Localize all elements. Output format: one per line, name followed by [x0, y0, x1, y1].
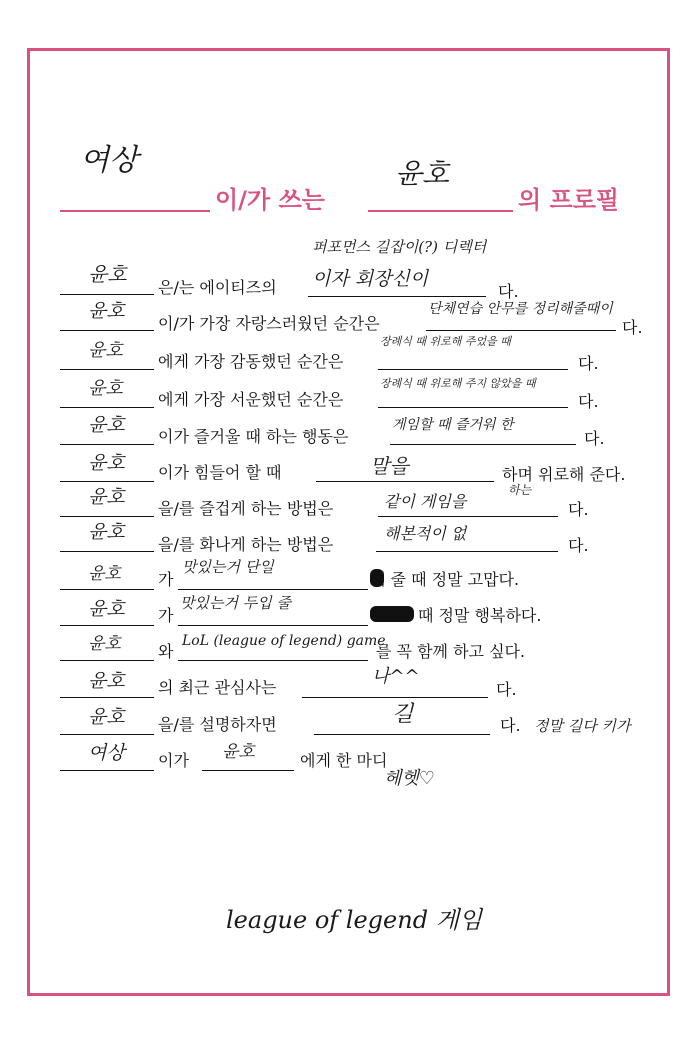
row-text: 가	[158, 570, 174, 589]
row-text: 에게 가장 감동했던 순간은	[158, 352, 344, 371]
subject-blank	[368, 210, 513, 212]
row-end-text: 다.	[568, 536, 589, 555]
row-text: 을/를 화나게 하는 방법은	[158, 535, 334, 554]
row-subject-blank	[60, 770, 154, 771]
row-answer-blank	[308, 296, 486, 297]
row-answer-handwritten: 맛있는거 두입 줄	[180, 594, 291, 612]
side-note-handwritten: 정말 길다 키가	[534, 717, 631, 735]
ink-blot	[370, 606, 414, 622]
row-subject-handwritten: 윤호	[88, 521, 125, 543]
row-answer-blank	[378, 407, 568, 408]
row-text: 을/를 즐겁게 하는 방법은	[158, 499, 334, 518]
row-answer-blank	[378, 516, 558, 517]
subject-name-handwritten: 윤호	[395, 157, 450, 190]
row-text: 은/는 에이티즈의	[158, 278, 277, 297]
row-answer-handwritten: 나^^	[372, 666, 420, 687]
row-answer-blank	[378, 369, 568, 370]
row-subject-blank	[60, 369, 154, 370]
writer-blank	[60, 210, 210, 212]
row-answer-handwritten: 맛있는거 단일	[182, 558, 274, 576]
row-answer-handwritten: 윤호	[222, 742, 255, 762]
row-subject-handwritten: 윤호	[88, 634, 121, 654]
row-text: 에게 가장 서운했던 순간은	[158, 390, 344, 409]
row-end-text: 다.	[584, 429, 605, 448]
row-answer-handwritten: 장례식 때 위로해 주었을 때	[380, 335, 511, 348]
row-answer-handwritten: 장례식 때 위로해 주지 않았을 때	[380, 377, 536, 390]
row-answer-blank	[390, 444, 576, 445]
row-subject-handwritten: 윤호	[88, 378, 123, 399]
row-answer-blank	[316, 481, 494, 482]
row-answer-handwritten: 말을	[370, 454, 409, 478]
row-answer-extra-handwritten: 하는	[508, 483, 532, 497]
row-end-text: 다.	[498, 282, 519, 301]
row-answer-handwritten: 해본적이 없	[384, 524, 467, 543]
row-subject-blank	[60, 660, 154, 661]
row-answer-handwritten: 같이 게임을	[384, 492, 467, 511]
row-subject-handwritten: 윤호	[88, 414, 125, 436]
row-subject-blank	[60, 734, 154, 735]
row-subject-handwritten: 윤호	[88, 486, 125, 508]
row-end-text: 다.	[500, 716, 521, 735]
row-answer-blank	[426, 330, 616, 331]
writer-name-handwritten: 여상	[80, 143, 138, 178]
row-text: 이/가 가장 자랑스러웠던 순간은	[158, 314, 380, 333]
row-text: 가	[158, 606, 174, 625]
row-text: 의 최근 관심사는	[158, 678, 277, 697]
row-subject-blank	[60, 481, 154, 482]
row-answer-blank	[178, 625, 368, 626]
row-end-text: 하며 위로해 준다.	[502, 465, 626, 484]
row-subject-handwritten: 윤호	[88, 262, 127, 286]
row-subject-blank	[60, 330, 154, 331]
row-answer-above-handwritten: 퍼포먼스 길잡이(?) 디렉터	[312, 238, 487, 256]
row-subject-blank	[60, 444, 154, 445]
row-end-text: 해 줄 때 정말 고맙다.	[370, 570, 520, 589]
row-text: 와	[158, 642, 174, 661]
row-end-text: 다.	[496, 680, 517, 699]
footer-note-handwritten: league of legend 게임	[226, 906, 483, 934]
row-answer-blank	[178, 589, 368, 590]
row-subject-blank	[60, 589, 154, 590]
row-end-text: 다.	[578, 354, 599, 373]
row-subject-handwritten: 여상	[88, 742, 125, 764]
header-subject-suffix: 의 프로필	[518, 186, 620, 214]
row-answer-handwritten: 단체연습 안무를 정리해줄때이	[428, 301, 613, 317]
row-answer-blank	[178, 660, 368, 661]
row-end-text: 다.	[578, 392, 599, 411]
row-answer-blank	[314, 734, 490, 735]
row-subject-handwritten: 윤호	[88, 670, 125, 692]
row-subject-blank	[60, 516, 154, 517]
row-end-text: 다.	[622, 318, 643, 337]
row-text: 이가 즐거울 때 하는 행동은	[158, 427, 349, 446]
row-text: 이가	[158, 751, 189, 770]
row-subject-blank	[60, 625, 154, 626]
row-answer-handwritten: 이자 회장신이	[312, 268, 429, 290]
row-answer-handwritten: 게임할 때 즐거워 한	[392, 417, 514, 433]
row-subject-blank	[60, 294, 154, 295]
row-end-text: 를 꼭 함께 하고 싶다.	[376, 642, 526, 661]
row-subject-handwritten: 윤호	[88, 564, 121, 584]
row-answer-handwritten: LoL (league of legend) game	[182, 633, 386, 649]
row-subject-blank	[60, 407, 154, 408]
row-subject-handwritten: 윤호	[88, 452, 125, 474]
row-end-text: 때 정말 행복하다.	[418, 606, 542, 625]
row-subject-blank	[60, 551, 154, 552]
row-subject-handwritten: 윤호	[88, 706, 125, 728]
row-text: 을/를 설명하자면	[158, 715, 277, 734]
row-subject-handwritten: 윤호	[88, 340, 123, 361]
row-end-text: 에게 한 마디	[300, 751, 388, 770]
row-answer-handwritten: 길	[392, 702, 414, 727]
row-subject-blank	[60, 697, 154, 698]
closing-message-handwritten: 헤헷♡	[384, 768, 435, 789]
row-answer-blank	[302, 697, 488, 698]
row-end-text: 다.	[568, 500, 589, 519]
row-text: 이가 힘들어 할 때	[158, 463, 282, 482]
row-subject-handwritten: 윤호	[88, 598, 125, 620]
row-answer-blank	[376, 551, 558, 552]
row-answer-blank	[202, 770, 294, 771]
header-writer-suffix: 이/가 쓰는	[215, 186, 325, 214]
row-subject-handwritten: 윤호	[88, 300, 125, 322]
